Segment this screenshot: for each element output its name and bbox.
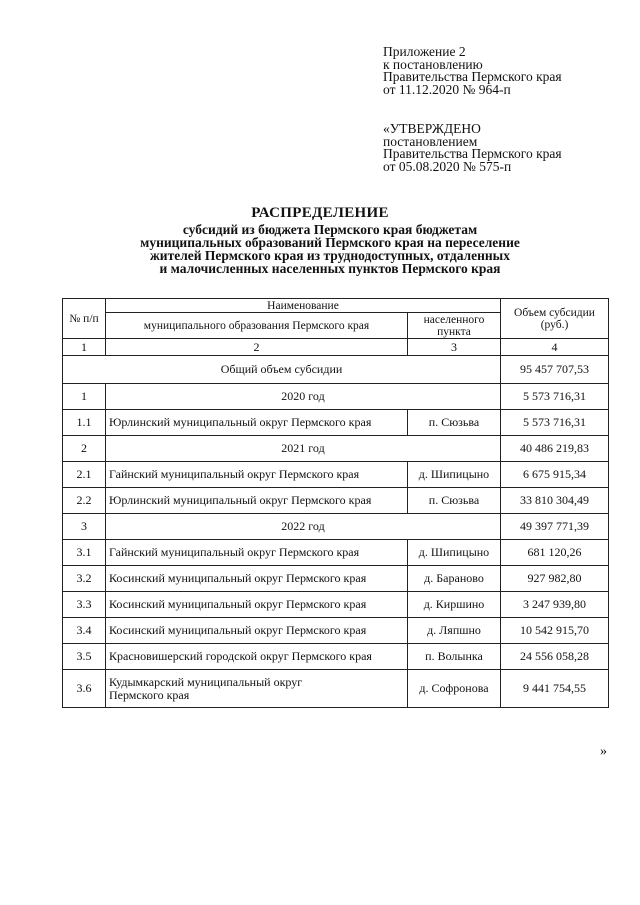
settlement-cell: д. Бараново	[408, 566, 501, 592]
document-title: РАСПРЕДЕЛЕНИЕ	[251, 205, 389, 221]
approval-line: Правительства Пермского края	[383, 146, 562, 161]
municipality-line: Кудымкарский муниципальный округ	[109, 674, 303, 689]
item-row	[63, 644, 609, 670]
col-number: 2	[106, 339, 408, 356]
item-row	[63, 488, 609, 514]
col-number: 3	[408, 339, 501, 356]
subtitle-line: субсидий из бюджета Пермского края бюджетам	[182, 222, 478, 237]
municipality-cell: Юрлинский муниципальный округ Пермского края	[106, 488, 408, 514]
year-row	[63, 436, 609, 462]
header-row	[63, 299, 609, 313]
document-subtitle	[100, 223, 560, 275]
header-num: № п/п	[63, 299, 106, 339]
amount-cell: 49 397 771,39	[501, 514, 609, 540]
row-number: 2.2	[63, 488, 106, 514]
municipality-cell: Красновишерский городской округ Пермского края	[106, 644, 408, 670]
subtitle-line: жителей Пермского края из труднодоступных, отдаленных	[150, 248, 510, 263]
amount-cell: 3 247 939,80	[501, 592, 609, 618]
settlement-cell: д. Киршино	[408, 592, 501, 618]
settlement-cell: д. Ляпшно	[408, 618, 501, 644]
appendix-block	[383, 46, 562, 96]
item-row	[63, 410, 609, 436]
item-row	[63, 618, 609, 644]
closing-quote: »	[600, 744, 607, 759]
amount-cell: 9 441 754,55	[501, 670, 609, 708]
year-row	[63, 384, 609, 410]
municipality-line: Пермского края	[109, 687, 190, 702]
subtitle-line: и малочисленных населенных пунктов Пермского края	[159, 261, 501, 276]
amount-cell: 33 810 304,49	[501, 488, 609, 514]
municipality-cell: Гайнский муниципальный округ Пермского края	[106, 462, 408, 488]
col-number: 1	[63, 339, 106, 356]
appendix-line: Правительства Пермского края	[383, 69, 562, 84]
row-number: 2	[63, 436, 106, 462]
header-municipality: муниципального образования Пермского края	[106, 313, 408, 339]
year-label: 2021 год	[106, 436, 501, 462]
municipality-cell: Косинский муниципальный округ Пермского края	[106, 592, 408, 618]
row-number: 1.1	[63, 410, 106, 436]
amount-cell: 5 573 716,31	[501, 410, 609, 436]
amount-cell: 6 675 915,34	[501, 462, 609, 488]
year-label: 2022 год	[106, 514, 501, 540]
settlement-cell: д. Шипицыно	[408, 540, 501, 566]
approval-line: постановлением	[383, 133, 478, 149]
approval-line: от 05.08.2020 № 575-п	[383, 158, 512, 174]
municipality-cell: Гайнский муниципальный округ Пермского края	[106, 540, 408, 566]
settlement-cell: д. Шипицыно	[408, 462, 501, 488]
total-amount: 95 457 707,53	[501, 356, 609, 384]
header-amount: Объем субсидии (руб.)	[501, 299, 609, 339]
settlement-cell: п. Сюзьва	[408, 488, 501, 514]
row-number: 1	[63, 384, 106, 410]
row-number: 2.1	[63, 462, 106, 488]
settlement-cell: п. Сюзьва	[408, 410, 501, 436]
settlement-cell: п. Волынка	[408, 644, 501, 670]
appendix-line: к постановлению	[383, 56, 483, 72]
appendix-line: от 11.12.2020 № 964-п	[383, 81, 511, 97]
amount-cell: 40 486 219,83	[501, 436, 609, 462]
municipality-cell	[106, 670, 408, 708]
municipality-cell: Юрлинский муниципальный округ Пермского края	[106, 410, 408, 436]
row-number: 3.1	[63, 540, 106, 566]
appendix-line: Приложение 2	[383, 44, 466, 59]
amount-cell: 5 573 716,31	[501, 384, 609, 410]
amount-cell: 927 982,80	[501, 566, 609, 592]
column-number-row	[63, 339, 609, 356]
header-name-group: Наименование	[106, 299, 501, 313]
approval-line: «УТВЕРЖДЕНО	[383, 121, 481, 136]
row-number: 3.5	[63, 644, 106, 670]
total-label: Общий объем субсидии	[63, 356, 501, 384]
distribution-table	[62, 298, 609, 708]
total-row	[63, 356, 609, 384]
approval-block	[383, 123, 562, 173]
settlement-cell: д. Софронова	[408, 670, 501, 708]
year-label: 2020 год	[106, 384, 501, 410]
row-number: 3.4	[63, 618, 106, 644]
amount-cell: 24 556 058,28	[501, 644, 609, 670]
item-row	[63, 670, 609, 708]
row-number: 3.2	[63, 566, 106, 592]
col-number: 4	[501, 339, 609, 356]
amount-cell: 10 542 915,70	[501, 618, 609, 644]
row-number: 3	[63, 514, 106, 540]
item-row	[63, 592, 609, 618]
item-row	[63, 566, 609, 592]
item-row	[63, 462, 609, 488]
year-row	[63, 514, 609, 540]
subtitle-line: муниципальных образований Пермского края на переселение	[140, 235, 520, 250]
amount-cell: 681 120,26	[501, 540, 609, 566]
header-settlement: населенного пункта	[408, 313, 501, 339]
municipality-cell: Косинский муниципальный округ Пермского края	[106, 618, 408, 644]
municipality-cell: Косинский муниципальный округ Пермского края	[106, 566, 408, 592]
item-row	[63, 540, 609, 566]
row-number: 3.6	[63, 670, 106, 708]
row-number: 3.3	[63, 592, 106, 618]
